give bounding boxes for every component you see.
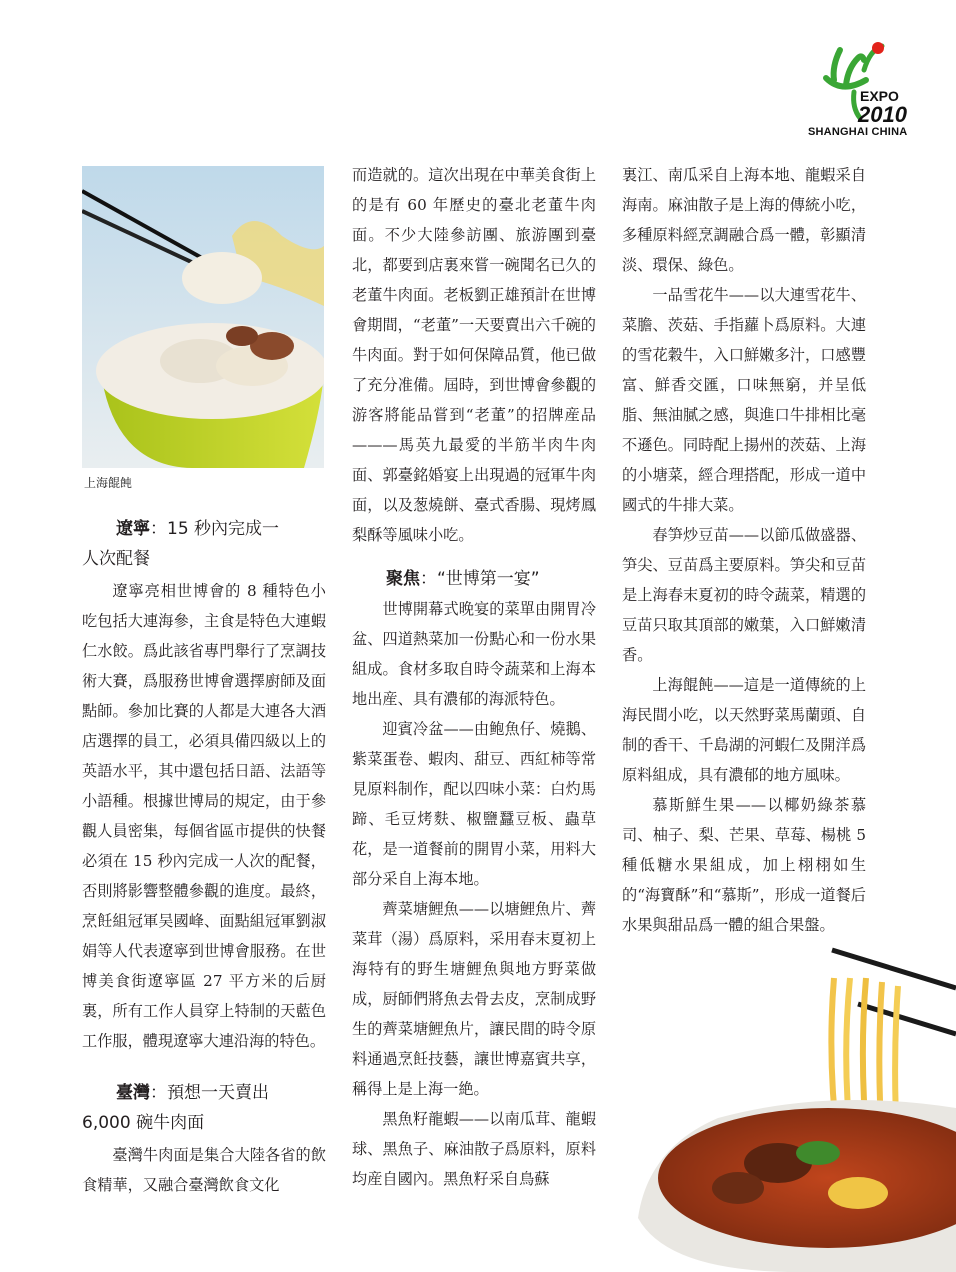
paragraph-caviar-cont: 裏江、南瓜采自上海本地、龍蝦采自海南。麻油散子是上海的傳統小吃，多種原料經烹調融合爲一體，彰顯清淡、環保、綠色。 (622, 166, 866, 274)
heading-taiwan-rest1: 預想一天賣出 (167, 1083, 269, 1103)
column-3 (622, 160, 866, 940)
paragraph-wonton: 上海餛飩——這是一道傳統的上海民間小吃，以天然野菜馬蘭頭、自制的香干、千島湖的河蝦仁及開洋爲原料組成，具有濃郁的地方風味。 (622, 676, 866, 784)
photo-caption: 上海餛飩 (84, 476, 133, 490)
paragraph-feast-intro: 世博開幕式晚宴的菜單由開胃冷盆、四道熱菜加一份點心和一份水果組成。食材多取自時令蔬菜和上海本地出産、具有濃郁的海派特色。 (352, 600, 596, 708)
paragraph-mousse: 慕斯鮮生果——以椰奶綠茶慕司、柚子、梨、芒果、草莓、楊桃 5 種低糖水果組成，加上栩栩如生的“海寶酥”和“慕斯”，形成一道餐后水果與甜品爲一體的組合果盤。 (622, 796, 866, 934)
heading-feast-rest: “世博第一宴” (437, 569, 540, 589)
heading-liaoning-key: 遼寧 (116, 519, 150, 539)
paragraph-cold-dish: 迎賓冷盆——由鲍魚仔、燒鵝、紫菜蛋卷、蝦肉、甜豆、西紅柿等常見原料制作，配以四味小菜：白灼馬蹄、毛豆烤麩、椒鹽蠶豆板、蟲草花，是一道餐前的開胃小菜，用料大部分采自上海本地。 (352, 720, 596, 888)
heading-feast (352, 564, 596, 594)
heading-liaoning-sep: ： (150, 519, 167, 539)
heading-taiwan-key: 臺灣 (116, 1083, 150, 1103)
heading-feast-key: 聚焦 (386, 569, 420, 589)
noodle-photo (628, 938, 956, 1272)
svg-text:2010: 2010 (858, 102, 907, 127)
paragraph-bamboo: 春笋炒豆苗——以節瓜做盛器、笋尖、豆苗爲主要原料。笋尖和豆苗是上海春末夏初的時令蔬菜，精選的豆苗只取其頂部的嫩葉，入口鮮嫩清香。 (622, 526, 866, 664)
logo-city-text: SHANGHAI CHINA (808, 126, 908, 138)
column-2 (352, 160, 596, 1194)
paragraph-beef: 一品雪花牛——以大連雪花牛、菜膽、茨菇、手指蘿卜爲原料。大連的雪花穀牛，入口鮮嫩多汁，口感豐富、鮮香交匯，口味無窮，并呈低脂、無油膩之感，與進口牛排相比毫不遜色。同時配上揚州的茨菇、上海的小塘菜，經合理搭配，形成一道中國式的牛排大菜。 (622, 286, 866, 514)
heading-taiwan-rest2: 6,000 碗牛肉面 (82, 1113, 205, 1133)
paragraph-taiwan-start: 臺灣牛肉面是集合大陸各省的飲食精華，又融合臺灣飲食文化 (82, 1146, 326, 1194)
heading-liaoning-rest2: 人次配餐 (82, 549, 150, 569)
paragraph-caviar-start: 黑魚籽龍蝦——以南瓜茸、龍蝦球、黑魚子、麻油散子爲原料，原料均産自國內。黑魚籽采自鳥蘇 (352, 1110, 596, 1188)
paragraph-taiwan-cont: 而造就的。這次出現在中華美食街上的是有 60 年歷史的臺北老董牛肉面。不少大陸參訪團、旅游團到臺北，都要到店裏來嘗一碗聞名已久的老董牛肉面。老板劉正雄預計在世博會期間，“老董”一天要賣出六千碗的牛肉面。對于如何保障品質，他已做了充分准備。屆時，到世博會參觀的游客將能品嘗到“老董”的招牌産品———馬英九最愛的半筋半肉牛肉面、郭臺銘婚宴上出現過的冠軍牛肉面，以及葱燒餅、臺式香腸、現烤鳳梨酥等風味小吃。 (352, 166, 596, 544)
logo-expo-text: EXPO (860, 88, 899, 104)
paragraph-fish: 薺菜塘鯉魚——以塘鯉魚片、薺菜茸（湯）爲原料，采用春末夏初上海特有的野生塘鯉魚與地方野菜做成，厨師們將魚去骨去皮，烹制成野生的薺菜塘鯉魚片，讓民間的時令原料通過烹飪技藝，讓世博嘉賓共享，稱得上是上海一絶。 (352, 900, 596, 1098)
heading-taiwan-sep: ： (150, 1083, 167, 1103)
heading-liaoning (82, 514, 326, 574)
paragraph-liaoning: 遼寧亮相世博會的 8 種特色小吃包括大連海參，主食是特色大連蝦仁水餃。爲此該省專門舉行了烹調技術大賽，爲服務世博會選擇廚師及面點師。參加比賽的人都是大連各大酒店選擇的員工，必須具備四級以上的英語水平，其中還包括日語、法語等小語種。根據世博局的規定，由于參觀人員密集，每個省區市提供的快餐必須在 15 秒內完成一人次的配餐，否則將影響整體參觀的進度。最終，烹飪組冠軍吴國峰、面點組冠軍劉淑娟等人代表遼寧到世博會服務。在世博美食街遼寧區 27 平方米的后厨裏，所有工作人員穿上特制的天藍色工作服，體現遼寧大連沿海的特色。 (82, 582, 326, 1050)
heading-taiwan (82, 1078, 326, 1138)
wonton-photo (82, 166, 324, 468)
heading-liaoning-rest1: 15 秒內完成一 (167, 519, 280, 539)
heading-feast-sep: ： (420, 569, 437, 589)
column-1 (82, 514, 326, 1200)
